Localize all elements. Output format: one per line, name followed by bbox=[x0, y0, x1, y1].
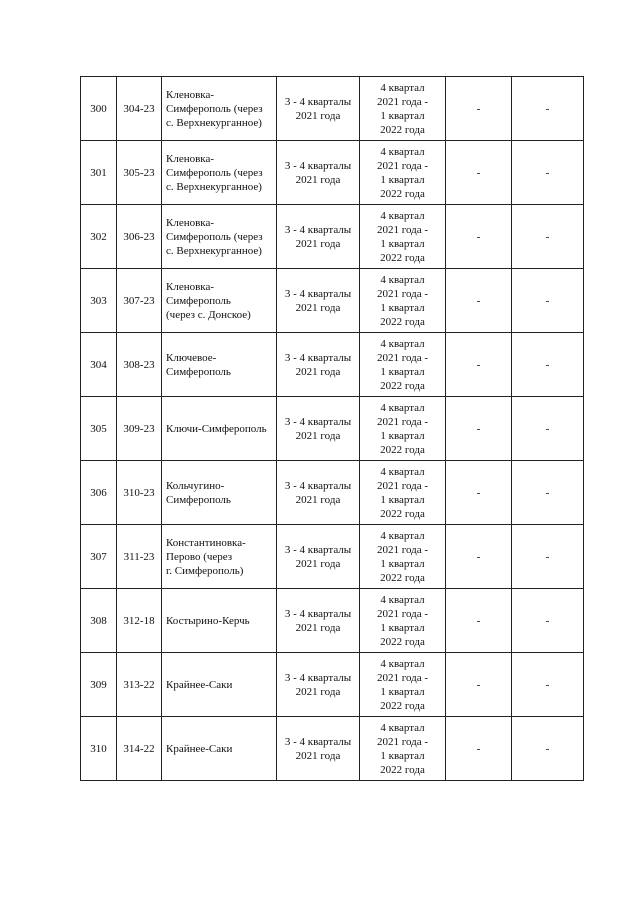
row-number: 308 bbox=[81, 589, 117, 653]
period-cell: 3 - 4 кварталы 2021 года bbox=[277, 141, 360, 205]
row-number: 310 bbox=[81, 717, 117, 781]
route-code: 311-23 bbox=[117, 525, 162, 589]
row-number: 306 bbox=[81, 461, 117, 525]
table-row bbox=[81, 397, 584, 461]
dash-cell: - bbox=[446, 397, 512, 461]
row-number: 303 bbox=[81, 269, 117, 333]
period-cell: 3 - 4 кварталы 2021 года bbox=[277, 525, 360, 589]
table-row bbox=[81, 205, 584, 269]
row-number: 305 bbox=[81, 397, 117, 461]
row-number: 309 bbox=[81, 653, 117, 717]
route-code: 314-22 bbox=[117, 717, 162, 781]
row-number: 300 bbox=[81, 77, 117, 141]
dash-cell: - bbox=[446, 141, 512, 205]
route-name: Кленовка- Симферополь (через с. Верхнекурганное) bbox=[162, 141, 277, 205]
dash-cell: - bbox=[512, 269, 584, 333]
route-name: Кольчугино- Симферополь bbox=[162, 461, 277, 525]
dash-cell: - bbox=[512, 205, 584, 269]
table-row bbox=[81, 141, 584, 205]
period-cell: 3 - 4 кварталы 2021 года bbox=[277, 653, 360, 717]
route-name: Костырино-Керчь bbox=[162, 589, 277, 653]
table-row bbox=[81, 461, 584, 525]
term-cell: 4 квартал 2021 года - 1 квартал 2022 года bbox=[360, 589, 446, 653]
term-cell: 4 квартал 2021 года - 1 квартал 2022 года bbox=[360, 141, 446, 205]
table-row bbox=[81, 269, 584, 333]
route-name: Ключевое- Симферополь bbox=[162, 333, 277, 397]
period-cell: 3 - 4 кварталы 2021 года bbox=[277, 333, 360, 397]
term-cell: 4 квартал 2021 года - 1 квартал 2022 года bbox=[360, 77, 446, 141]
route-name: Ключи-Симферополь bbox=[162, 397, 277, 461]
row-number: 302 bbox=[81, 205, 117, 269]
table-row bbox=[81, 333, 584, 397]
row-number: 304 bbox=[81, 333, 117, 397]
period-cell: 3 - 4 кварталы 2021 года bbox=[277, 589, 360, 653]
route-code: 308-23 bbox=[117, 333, 162, 397]
dash-cell: - bbox=[512, 717, 584, 781]
period-cell: 3 - 4 кварталы 2021 года bbox=[277, 77, 360, 141]
period-cell: 3 - 4 кварталы 2021 года bbox=[277, 269, 360, 333]
row-number: 301 bbox=[81, 141, 117, 205]
dash-cell: - bbox=[446, 717, 512, 781]
dash-cell: - bbox=[446, 461, 512, 525]
route-code: 307-23 bbox=[117, 269, 162, 333]
route-code: 312-18 bbox=[117, 589, 162, 653]
route-name: Константиновка- Перово (через г. Симферополь) bbox=[162, 525, 277, 589]
term-cell: 4 квартал 2021 года - 1 квартал 2022 года bbox=[360, 333, 446, 397]
route-code: 304-23 bbox=[117, 77, 162, 141]
term-cell: 4 квартал 2021 года - 1 квартал 2022 года bbox=[360, 525, 446, 589]
route-code: 306-23 bbox=[117, 205, 162, 269]
dash-cell: - bbox=[512, 397, 584, 461]
term-cell: 4 квартал 2021 года - 1 квартал 2022 года bbox=[360, 717, 446, 781]
dash-cell: - bbox=[446, 205, 512, 269]
dash-cell: - bbox=[446, 653, 512, 717]
route-code: 309-23 bbox=[117, 397, 162, 461]
route-code: 310-23 bbox=[117, 461, 162, 525]
dash-cell: - bbox=[446, 77, 512, 141]
route-name: Кленовка- Симферополь (через с. Верхнекурганное) bbox=[162, 205, 277, 269]
dash-cell: - bbox=[512, 653, 584, 717]
dash-cell: - bbox=[512, 333, 584, 397]
routes-table bbox=[80, 76, 584, 781]
route-name: Крайнее-Саки bbox=[162, 653, 277, 717]
term-cell: 4 квартал 2021 года - 1 квартал 2022 года bbox=[360, 461, 446, 525]
dash-cell: - bbox=[446, 269, 512, 333]
route-code: 305-23 bbox=[117, 141, 162, 205]
dash-cell: - bbox=[512, 77, 584, 141]
term-cell: 4 квартал 2021 года - 1 квартал 2022 года bbox=[360, 269, 446, 333]
dash-cell: - bbox=[512, 589, 584, 653]
table-row bbox=[81, 525, 584, 589]
term-cell: 4 квартал 2021 года - 1 квартал 2022 года bbox=[360, 397, 446, 461]
route-code: 313-22 bbox=[117, 653, 162, 717]
dash-cell: - bbox=[446, 589, 512, 653]
period-cell: 3 - 4 кварталы 2021 года bbox=[277, 205, 360, 269]
dash-cell: - bbox=[446, 333, 512, 397]
term-cell: 4 квартал 2021 года - 1 квартал 2022 года bbox=[360, 653, 446, 717]
table-body bbox=[81, 77, 584, 781]
period-cell: 3 - 4 кварталы 2021 года bbox=[277, 397, 360, 461]
dash-cell: - bbox=[512, 461, 584, 525]
period-cell: 3 - 4 кварталы 2021 года bbox=[277, 461, 360, 525]
table-row bbox=[81, 653, 584, 717]
table-row bbox=[81, 77, 584, 141]
route-name: Кленовка- Симферополь (через с. Верхнекурганное) bbox=[162, 77, 277, 141]
dash-cell: - bbox=[446, 525, 512, 589]
route-name: Кленовка- Симферополь (через с. Донское) bbox=[162, 269, 277, 333]
row-number: 307 bbox=[81, 525, 117, 589]
dash-cell: - bbox=[512, 141, 584, 205]
dash-cell: - bbox=[512, 525, 584, 589]
term-cell: 4 квартал 2021 года - 1 квартал 2022 года bbox=[360, 205, 446, 269]
route-name: Крайнее-Саки bbox=[162, 717, 277, 781]
table-row bbox=[81, 589, 584, 653]
period-cell: 3 - 4 кварталы 2021 года bbox=[277, 717, 360, 781]
table-row bbox=[81, 717, 584, 781]
